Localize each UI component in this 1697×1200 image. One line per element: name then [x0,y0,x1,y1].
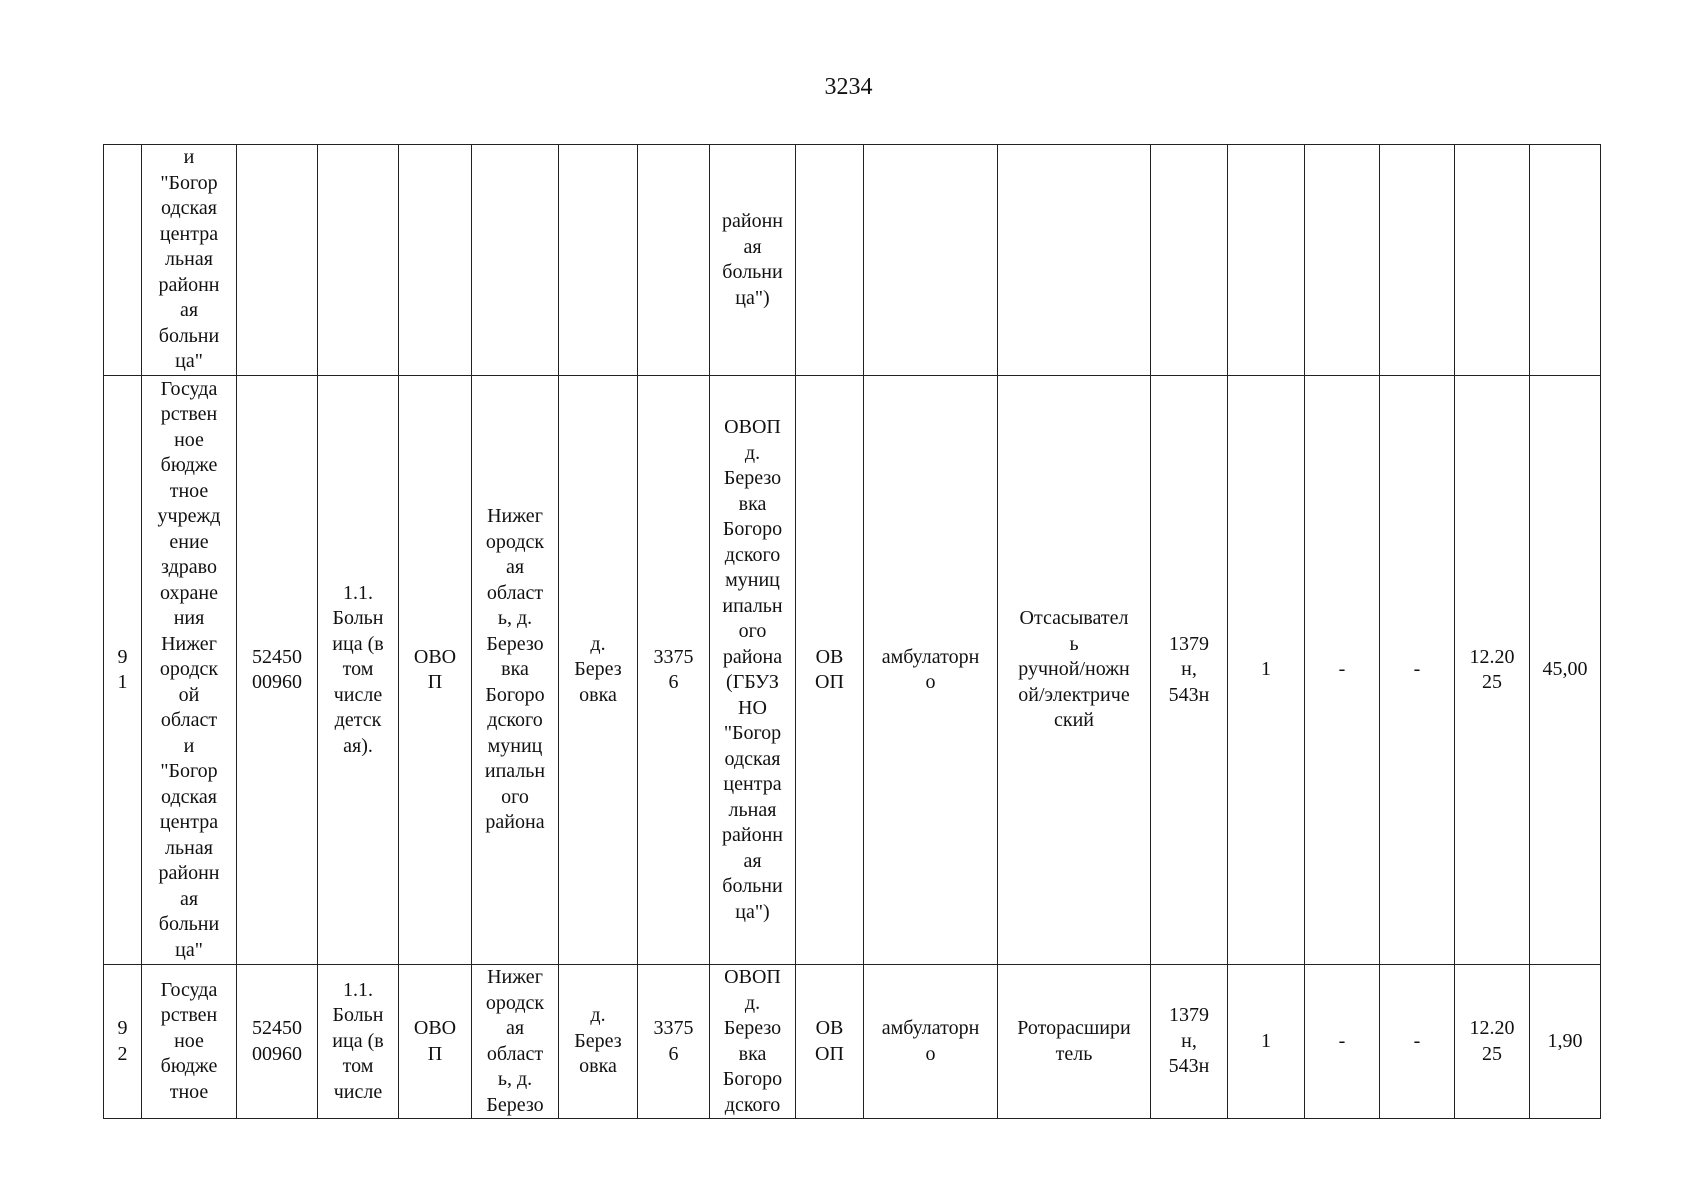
cell-equipment: Отсасывател ь ручной/ножн ой/электриче ский [998,376,1151,965]
cell-unit [399,145,472,376]
cell-order: 1379 н, 543н [1151,965,1228,1119]
cell-type [318,145,399,376]
cell-population: 3375 6 [638,965,710,1119]
cell-date: 12.20 25 [1455,376,1530,965]
data-table [103,144,1601,1119]
cell-order [1151,145,1228,376]
cell-population: 3375 6 [638,376,710,965]
cell-cost: 45,00 [1530,376,1601,965]
cell-col-b [1380,145,1455,376]
cell-equipment: Роторасшири тель [998,965,1151,1119]
cell-address: Нижег ородск ая област ь, д. Березо вка Богоро дского муниц ипальн ого района [472,376,559,965]
page-number: 3234 [824,74,873,100]
table-row-continuation [104,145,1601,376]
cell-order: 1379 н, 543н [1151,376,1228,965]
cell-code: 52450 00960 [237,965,318,1119]
cell-col-a: - [1305,376,1380,965]
cell-equipment [998,145,1151,376]
cell-unit: ОВО П [399,965,472,1119]
cell-num: 9 2 [104,965,142,1119]
cell-num: 9 1 [104,376,142,965]
cell-care-type [864,145,998,376]
cell-settlement: д. Берез овка [559,376,638,965]
cell-subdivision [796,145,864,376]
cell-address [472,145,559,376]
table-row [104,965,1601,1119]
cell-code: 52450 00960 [237,376,318,965]
cell-col-b: - [1380,376,1455,965]
cell-location-name: ОВОП д. Березо вка Богоро дского [710,965,796,1119]
cell-qty: 1 [1228,376,1305,965]
cell-location-name: ОВОП д. Березо вка Богоро дского муниц ипальн ого района (ГБУЗ НО "Богор одская центра льная районн ая больни ца") [710,376,796,965]
cell-care-type: амбулаторн о [864,376,998,965]
cell-col-a: - [1305,965,1380,1119]
cell-qty: 1 [1228,965,1305,1119]
cell-location-name: районн ая больни ца") [710,145,796,376]
cell-date: 12.20 25 [1455,965,1530,1119]
cell-col-b: - [1380,965,1455,1119]
table-row [104,376,1601,965]
cell-cost [1530,145,1601,376]
cell-unit: ОВО П [399,376,472,965]
cell-settlement: д. Берез овка [559,965,638,1119]
cell-care-type: амбулаторн о [864,965,998,1119]
cell-type: 1.1. Больн ица (в том числе [318,965,399,1119]
cell-subdivision: ОВ ОП [796,965,864,1119]
cell-date [1455,145,1530,376]
cell-code [237,145,318,376]
cell-name: Госуда рствен ное бюдже тное [142,965,237,1119]
cell-col-a [1305,145,1380,376]
cell-address: Нижег ородск ая област ь, д. Березо [472,965,559,1119]
cell-population [638,145,710,376]
cell-subdivision: ОВ ОП [796,376,864,965]
cell-cost: 1,90 [1530,965,1601,1119]
cell-settlement [559,145,638,376]
cell-type: 1.1. Больн ица (в том числе детск ая). [318,376,399,965]
cell-num [104,145,142,376]
cell-name: Госуда рствен ное бюдже тное учрежд ение здраво охране ния Нижег ородск ой област и "Богор одская центра льная районн ая больни ца" [142,376,237,965]
cell-qty [1228,145,1305,376]
cell-name: и "Богор одская центра льная районн ая больни ца" [142,145,237,376]
